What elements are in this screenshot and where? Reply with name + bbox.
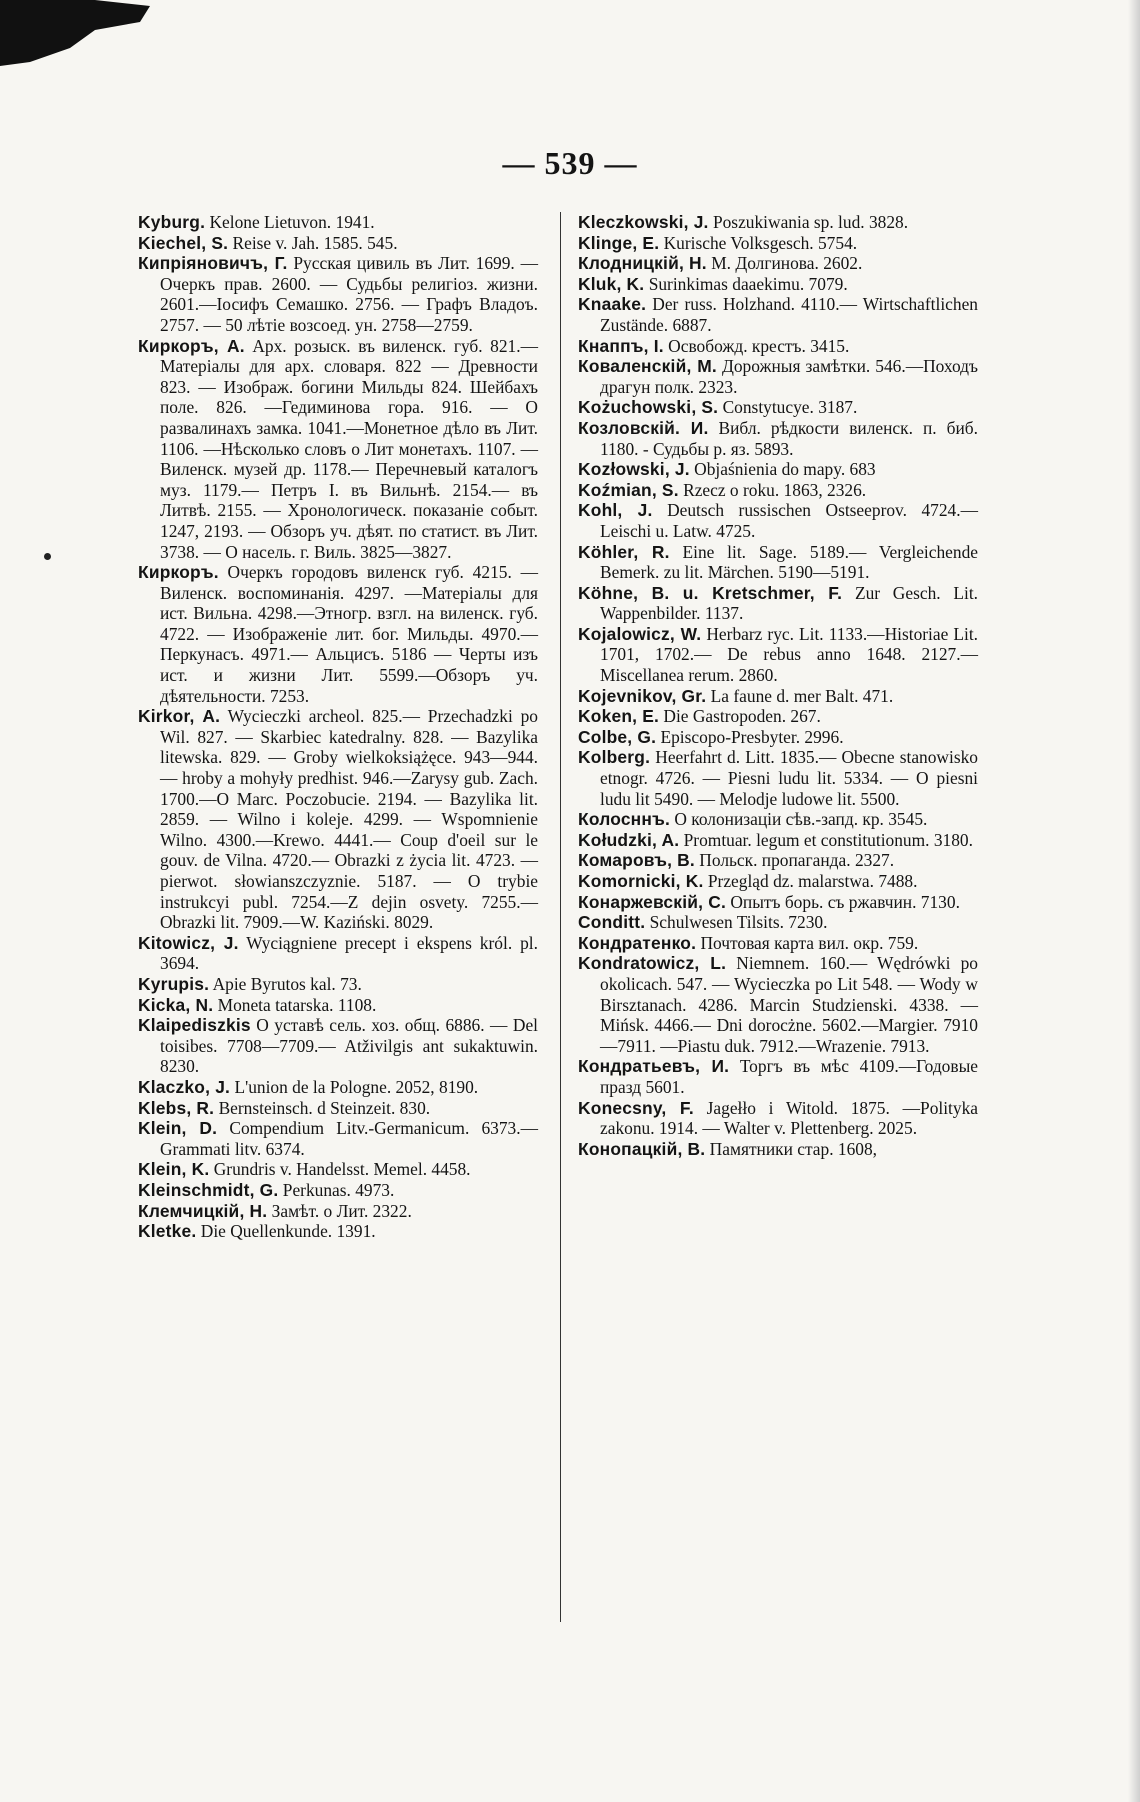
index-entry — [138, 336, 538, 563]
entry-heading: Kitowicz, J. — [138, 932, 239, 953]
index-entry — [578, 212, 978, 233]
index-entry — [138, 1201, 538, 1222]
entry-text: Rzecz o roku. 1863, 2326. — [678, 479, 867, 500]
entry-heading: Colbe, G. — [578, 726, 657, 747]
entry-heading: Kleinschmidt, G. — [138, 1179, 279, 1200]
entry-text: Reise v. Jah. 1585. 545. — [228, 232, 398, 253]
index-entry — [138, 995, 538, 1016]
entry-heading: Kicka, N. — [138, 994, 214, 1015]
entry-text: Арх. розыск. въ виленск. губ. 821.—Матеріалы для арх. словаря. 822 — Древности 823. — Изображ. богини Мильды 824. Шейбахъ поле. 826. —Гедиминова гора. 916. — О развалинахъ замка. 1041.—Монетное дѣло въ Лит. 1106. —Нѣсколько словъ о Лит монетахъ. 1107. —Виленск. музей др. 1178.— Перечневый каталогъ муз. 1179.— Петръ I. въ Вильнѣ. 2154.— въ Литвѣ. 2155. — Хронологическ. показаніе событ. 1247, 2193. — Обзоръ уч. дѣят. по статист. въ Лит. 3738. — О насель. г. Виль. 3825—3827. — [160, 335, 538, 562]
index-entry — [578, 809, 978, 830]
index-entry — [138, 1159, 538, 1180]
page-edge-shadow — [1128, 0, 1140, 1802]
entry-heading: Kożuchowski, S. — [578, 397, 719, 418]
index-entry — [578, 706, 978, 727]
entry-heading: Kletke. — [138, 1221, 197, 1242]
entry-heading: Kluk, K. — [578, 273, 645, 294]
entry-heading: Kojevnikov, Gr. — [578, 685, 707, 706]
entry-text: Почтовая карта вил. окр. 759. — [696, 932, 919, 953]
entry-heading: Koken, E. — [578, 706, 660, 727]
index-entry — [578, 233, 978, 254]
entry-heading: Konecsny, F. — [578, 1097, 694, 1118]
index-entry — [138, 706, 538, 933]
index-entry — [138, 974, 538, 995]
index-entry — [578, 850, 978, 871]
entry-heading: Kohl, J. — [578, 500, 653, 521]
index-entry — [578, 892, 978, 913]
entry-text: O уставѣ сель. хоз. общ. 6886. — Del toisibes. 7708—7709.— Atživilgis ant sukaktuwin. 8230. — [160, 1015, 538, 1077]
right-column — [578, 212, 978, 1159]
entry-heading: Конопацкій, В. — [578, 1138, 706, 1159]
entry-heading: Коваленскій, М. — [578, 356, 717, 377]
entry-heading: Комаровъ, В. — [578, 850, 695, 871]
index-entry — [578, 912, 978, 933]
index-entry — [578, 686, 978, 707]
index-entry — [578, 1098, 978, 1139]
entry-heading: Козловскій. И. — [578, 417, 709, 438]
index-entry — [578, 727, 978, 748]
entry-text: L'union de la Pologne. 2052, 8190. — [230, 1076, 479, 1097]
entry-text: Польск. пропаганда. 2327. — [694, 850, 895, 871]
entry-heading: Конаржевскій, С. — [578, 891, 726, 912]
entry-heading: Klein, D. — [138, 1118, 218, 1139]
column-divider — [560, 212, 561, 1622]
entry-heading: Köhler, R. — [578, 541, 670, 562]
index-entry — [138, 1180, 538, 1201]
entry-heading: Komornicki, K. — [578, 871, 704, 891]
entry-text: Grundris v. Handelsst. Memel. 4458. — [209, 1159, 471, 1180]
entry-text: Constytucye. 3187. — [718, 397, 858, 418]
entry-text: Heerfahrt d. Litt. 1835.— Obecne stanowisko etnogr. 4726. — Piesni ludu lit. 5334. — O piesni ludu lit 5490. — Melodje ludowe lit. 5500. — [600, 747, 978, 809]
entry-text: Освобожд. крестъ. 3415. — [663, 335, 850, 356]
left-column — [138, 212, 538, 1242]
entry-heading: Köhne, B. u. Kretschmer, F. — [578, 582, 843, 603]
index-entry — [138, 1118, 538, 1159]
entry-text: Moneta tatarska. 1108. — [213, 994, 377, 1015]
entry-heading: Klinge, E. — [578, 232, 660, 253]
index-entry — [578, 953, 978, 1056]
entry-text: Замѣт. о Лит. 2322. — [267, 1200, 412, 1221]
index-entry — [138, 562, 538, 706]
entry-text: Опытъ борь. съ ржавчин. 7130. — [726, 891, 960, 912]
entry-text: Торгъ въ мѣс 4109.—Годовые празд 5601. — [600, 1056, 978, 1097]
index-entry — [578, 933, 978, 954]
entry-text: Kurische Volksgesch. 5754. — [659, 232, 858, 253]
entry-text: Herbarz ryc. Lit. 1133.—Historiae Lit. 1701, 1702.— De rebus anno 1648. 2127.—Miscellanea rerum. 2860. — [600, 623, 979, 686]
entry-heading: Kolberg. — [578, 747, 651, 768]
entry-heading: Klaipediszkis — [138, 1015, 251, 1036]
scan-artifact-mark — [0, 0, 150, 70]
entry-text: Apie Byrutos kal. 73. — [209, 973, 362, 994]
entry-heading: Кондратенко. — [578, 932, 697, 953]
index-entry — [578, 336, 978, 357]
entry-heading: Кондратьевъ, И. — [578, 1056, 730, 1077]
entry-heading: Kondratowicz, L. — [578, 953, 727, 974]
entry-text: Die Gastropoden. 267. — [659, 706, 821, 727]
index-entry — [138, 1015, 538, 1077]
entry-heading: Кнаппъ, І. — [578, 335, 664, 356]
entry-heading: Conditt. — [578, 912, 646, 933]
entry-text: О колонизаціи сѣв.-запд. кр. 3545. — [670, 809, 928, 830]
entry-heading: Kojalowicz, W. — [578, 623, 702, 644]
margin-dot — [44, 553, 51, 560]
entry-text: Wyciągniene precept i ekspens król. pl. 3694. — [160, 932, 538, 974]
index-entry — [138, 1077, 538, 1098]
entry-text: La faune d. mer Balt. 471. — [706, 685, 894, 706]
entry-heading: Клемчицкій, Н. — [138, 1200, 268, 1221]
page-number: — 539 — — [502, 145, 638, 181]
entry-text: Objaśnienia do mapy. 683 — [689, 459, 876, 480]
entry-heading: Kyburg. — [138, 212, 206, 232]
index-entry — [138, 212, 538, 233]
entry-text: Памятники стар. 1608, — [705, 1138, 878, 1159]
entry-heading: Kołudzki, A. — [578, 829, 680, 850]
index-entry — [578, 500, 978, 541]
entry-text: Jagełło i Witold. 1875. —Polityka zakonu. 1914. — Walter v. Plettenberg. 2025. — [600, 1097, 978, 1139]
entry-text: Der russ. Holzhand. 4110.— Wirtschaftlichen Zustände. 6887. — [600, 294, 978, 335]
index-entry — [578, 583, 978, 624]
index-entry — [578, 1056, 978, 1097]
index-entry — [578, 418, 978, 459]
index-entry — [138, 1098, 538, 1119]
index-entry — [578, 747, 978, 809]
index-entry — [578, 356, 978, 397]
index-entry — [578, 871, 978, 892]
index-entry — [578, 542, 978, 583]
entry-text: Compendium Litv.-Germanicum. 6373.—Grammati litv. 6374. — [160, 1118, 538, 1159]
entry-text: Bernsteinsch. d Steinzeit. 830. — [214, 1097, 431, 1118]
entry-heading: Klebs, R. — [138, 1097, 215, 1118]
entry-text: Вибл. рѣдкости виленск. п. биб. 1180. - Судьбы р. яз. 5893. — [600, 417, 978, 459]
index-entry — [578, 830, 978, 851]
entry-text: Wycieczki archeol. 825.— Przechadzki po Wil. 827. — Skarbiec katedralny. 828. — Bazylika litewska. 829. — Groby wielkoksiążęce. 943—944. — hroby a mohyły predhist. 946.—Zarysy gub. Zach. 1700.—O Marc. Poczobucie. 2194. — Bazylika lit. 2859. — Wilno i koleje. 4299. — Wspomnienie Wilno. 4300.—Krewo. 4441.— Coup d'oeil sur le gouv. de Vilna. 4720.— Obrazki z życia lit. 4723. — pierwot. słowianszczyznie. 5187. — O trybie instrukcyi publ. 7254.—Z dejin osvety. 7255.—Obrazki lit. 7909.—W. Kaziński. 8029. — [160, 706, 538, 933]
index-entry — [578, 274, 978, 295]
index-entry — [138, 933, 538, 974]
index-entry — [578, 459, 978, 480]
entry-text: Promtuar. legum et constitutionum. 3180. — [679, 829, 973, 850]
entry-text: Zur Gesch. Lit. Wappenbilder. 1137. — [600, 582, 978, 624]
index-entry — [578, 294, 978, 335]
entry-text: М. Долгинова. 2602. — [706, 253, 863, 274]
entry-text: Surinkimas daaekimu. 7079. — [644, 273, 848, 294]
entry-text: Niemnem. 160.— Wędrówki po okolicach. 547. — Wycieczka po Lit 548. — Wody w Birsztanach. 4286. Marcin Studzienski. 4338. — Mińsk. 4466.— Dni dorocżne. 5602.—Margier. 7910—7911. —Piastu duk. 7912.—Wrazenie. 7913. — [600, 953, 978, 1056]
entry-heading: Kozłowski, J. — [578, 459, 690, 480]
entry-text: Perkunas. 4973. — [278, 1179, 395, 1200]
entry-text: Русская цивиль въ Лит. 1699. — Очеркъ прав. 2600. — Судьбы религіоз. жизни. 2601.—Іосифъ Семашко. 2756. — Графъ Владоъ. 2757. — 50 лѣтіе возсоед. ун. 2758—2759. — [160, 253, 538, 335]
entry-heading: Kleczkowski, J. — [578, 212, 709, 232]
entry-heading: Kiechel, S. — [138, 232, 229, 253]
entry-text: Deutsch russischen Ostseeprov. 4724.—Leischi u. Latw. 4725. — [600, 500, 978, 541]
entry-heading: Киркоръ, А. — [138, 335, 245, 356]
index-entry — [578, 253, 978, 274]
entry-heading: Киркоръ. — [138, 562, 219, 583]
entry-heading: Kirkor, A. — [138, 706, 221, 727]
index-entry — [578, 624, 978, 686]
entry-text: Episcopo-Presbyter. 2996. — [656, 726, 844, 747]
entry-heading: Knaake. — [578, 294, 647, 315]
entry-text: Kelone Lietuvon. 1941. — [205, 212, 375, 232]
entry-text: Przegląd dz. malarstwa. 7488. — [703, 871, 918, 891]
entry-text: Die Quellenkunde. 1391. — [196, 1221, 376, 1242]
entry-heading: Клодницкій, Н. — [578, 253, 707, 274]
index-entry — [138, 233, 538, 254]
entry-heading: Колосннъ. — [578, 809, 671, 830]
index-entry — [578, 480, 978, 501]
entry-heading: Klaczko, J. — [138, 1076, 231, 1097]
index-entry — [138, 1221, 538, 1242]
entry-heading: Kyrupis. — [138, 973, 210, 994]
entry-heading: Кипріяновичъ, Г. — [138, 253, 288, 274]
entry-text: Schulwesen Tilsits. 7230. — [645, 912, 828, 933]
entry-text: Очеркъ городовъ виленск губ. 4215. — Виленск. воспоминанія. 4297. —Матеріалы для ист. Вильна. 4298.—Этногр. взгл. на виленск. губ. 4722. — Изображеніе лит. бог. Мильды. 4970.—Перкунасъ. 4971.— Альцисъ. 5186 — Черты изъ ист. и жизни Лит. 5599.—Обзоръ уч. дѣятельности. 7253. — [160, 562, 538, 706]
index-entry — [578, 397, 978, 418]
entry-heading: Koźmian, S. — [578, 479, 679, 500]
entry-text: Дорожныя замѣтки. 546.—Походъ драгун полк. 2323. — [600, 356, 978, 397]
entry-text: Poszukiwania sp. lud. 3828. — [708, 212, 909, 232]
index-entry — [578, 1139, 978, 1160]
entry-text: Eine lit. Sage. 5189.— Vergleichende Bemerk. zu lit. Märchen. 5190—5191. — [600, 541, 979, 583]
index-entry — [138, 253, 538, 335]
entry-heading: Klein, K. — [138, 1159, 210, 1180]
